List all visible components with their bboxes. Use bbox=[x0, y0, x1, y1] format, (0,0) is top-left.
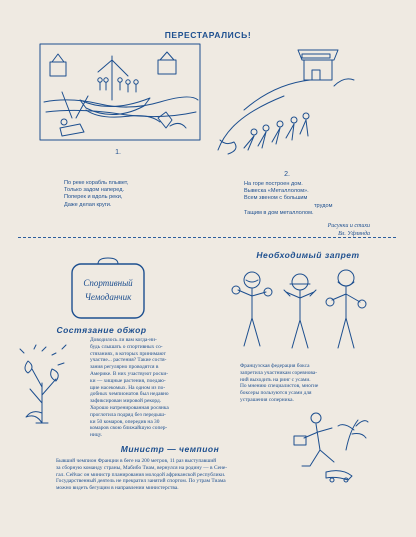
verse-line: По реке корабль плывет, bbox=[64, 180, 129, 186]
text-line: ки — хищные растения, поедаю- bbox=[90, 377, 166, 384]
panel2-verse bbox=[244, 181, 374, 217]
credit-line: Вл. Уфлянда bbox=[338, 231, 370, 237]
text-line: гал. Сейчас он министр планирования молодой африканской республики. bbox=[56, 471, 226, 478]
ban-title: Необходимый запрет bbox=[256, 250, 360, 260]
verse-line: Даже делая круги. bbox=[64, 201, 112, 208]
text-line: проглотила подряд без передыш- bbox=[90, 411, 166, 418]
ban-text bbox=[240, 363, 380, 404]
text-line: комаров свою ближайшую сопер- bbox=[90, 425, 168, 432]
text-line: можно видеть бегущим в направлении министерства. bbox=[56, 485, 179, 492]
page-title: ПЕРЕСТАРАЛИСЬ! bbox=[164, 30, 252, 40]
text-line: будь слышать о спортивных со- bbox=[90, 343, 163, 350]
verse-line: На горе построен дом. bbox=[244, 181, 303, 187]
label-line2: Чемоданчик bbox=[84, 292, 132, 302]
section-divider bbox=[18, 237, 396, 238]
boxers-illustration bbox=[230, 268, 368, 356]
text-line: участие... растения? Такие состя- bbox=[90, 357, 167, 364]
text-line: стязаниях, в которых принимают bbox=[90, 350, 166, 357]
verse-line: Всем звеном с большим bbox=[244, 195, 308, 202]
text-line: Америке. В них участвуют роски- bbox=[90, 370, 169, 377]
text-line: ний выходить на ринг с усами. bbox=[240, 376, 311, 383]
text-line: устрашения соперника. bbox=[240, 396, 294, 403]
contest-title: Состязание обжор bbox=[56, 325, 147, 335]
panel2-number: 2. bbox=[284, 171, 290, 178]
plant-illustration bbox=[18, 343, 76, 425]
credit-line: Рисунки и стихи bbox=[327, 223, 370, 229]
panel1-number: 1. bbox=[115, 149, 121, 156]
text-line: Бывший чемпион Франции в беге на 200 метров, 11 раз выступавший bbox=[56, 458, 217, 464]
text-line: запретила участникам соревнова- bbox=[240, 369, 318, 376]
contest-text bbox=[90, 337, 193, 439]
text-line: за сборную команду страны, Мабибо Тиам, вернулся на родину — в Сене- bbox=[56, 464, 228, 471]
suitcase-emblem bbox=[70, 258, 146, 320]
ship-illustration bbox=[40, 42, 200, 142]
label-line1: Спортивный bbox=[83, 278, 133, 288]
text-line: Хорошо натренированная росянка bbox=[90, 404, 169, 411]
minister-title: Министр — чемпион bbox=[120, 444, 220, 454]
verse-line: Тащим в дом металлолом. bbox=[244, 209, 314, 216]
scrap-metal-illustration bbox=[214, 50, 364, 158]
verse-line: Поперек и вдоль реки, bbox=[64, 194, 123, 201]
text-line: По мнению специалистов, многие bbox=[240, 383, 319, 390]
text-line: ки 50 комаров, опередив на 30 bbox=[90, 418, 160, 425]
verse-line: Вывеска «Металлолом». bbox=[244, 188, 309, 195]
verse-line: трудом bbox=[314, 202, 333, 209]
text-line: Французская федерация бокса bbox=[240, 363, 310, 369]
runner-illustration bbox=[290, 410, 368, 482]
text-line: боксеры пользуются усами для bbox=[240, 390, 312, 397]
text-line: Государственный деятель не прекратил занятий спортом. По утрам Тиама bbox=[56, 478, 226, 485]
text-line: щие насекомых. На одном из по- bbox=[90, 384, 166, 391]
text-line: ницу. bbox=[90, 432, 103, 439]
text-line: зания регулярно проводятся в bbox=[90, 364, 159, 371]
panel1-verse bbox=[64, 180, 184, 209]
minister-text bbox=[56, 458, 296, 492]
text-line: Доводилось ли вам когда-ни- bbox=[90, 337, 157, 343]
credit bbox=[250, 222, 370, 238]
text-line: добных чемпионатов был недавно bbox=[90, 391, 169, 398]
verse-line: Только задом наперед. bbox=[64, 187, 125, 194]
text-line: зафиксирован мировой рекорд. bbox=[90, 398, 162, 405]
